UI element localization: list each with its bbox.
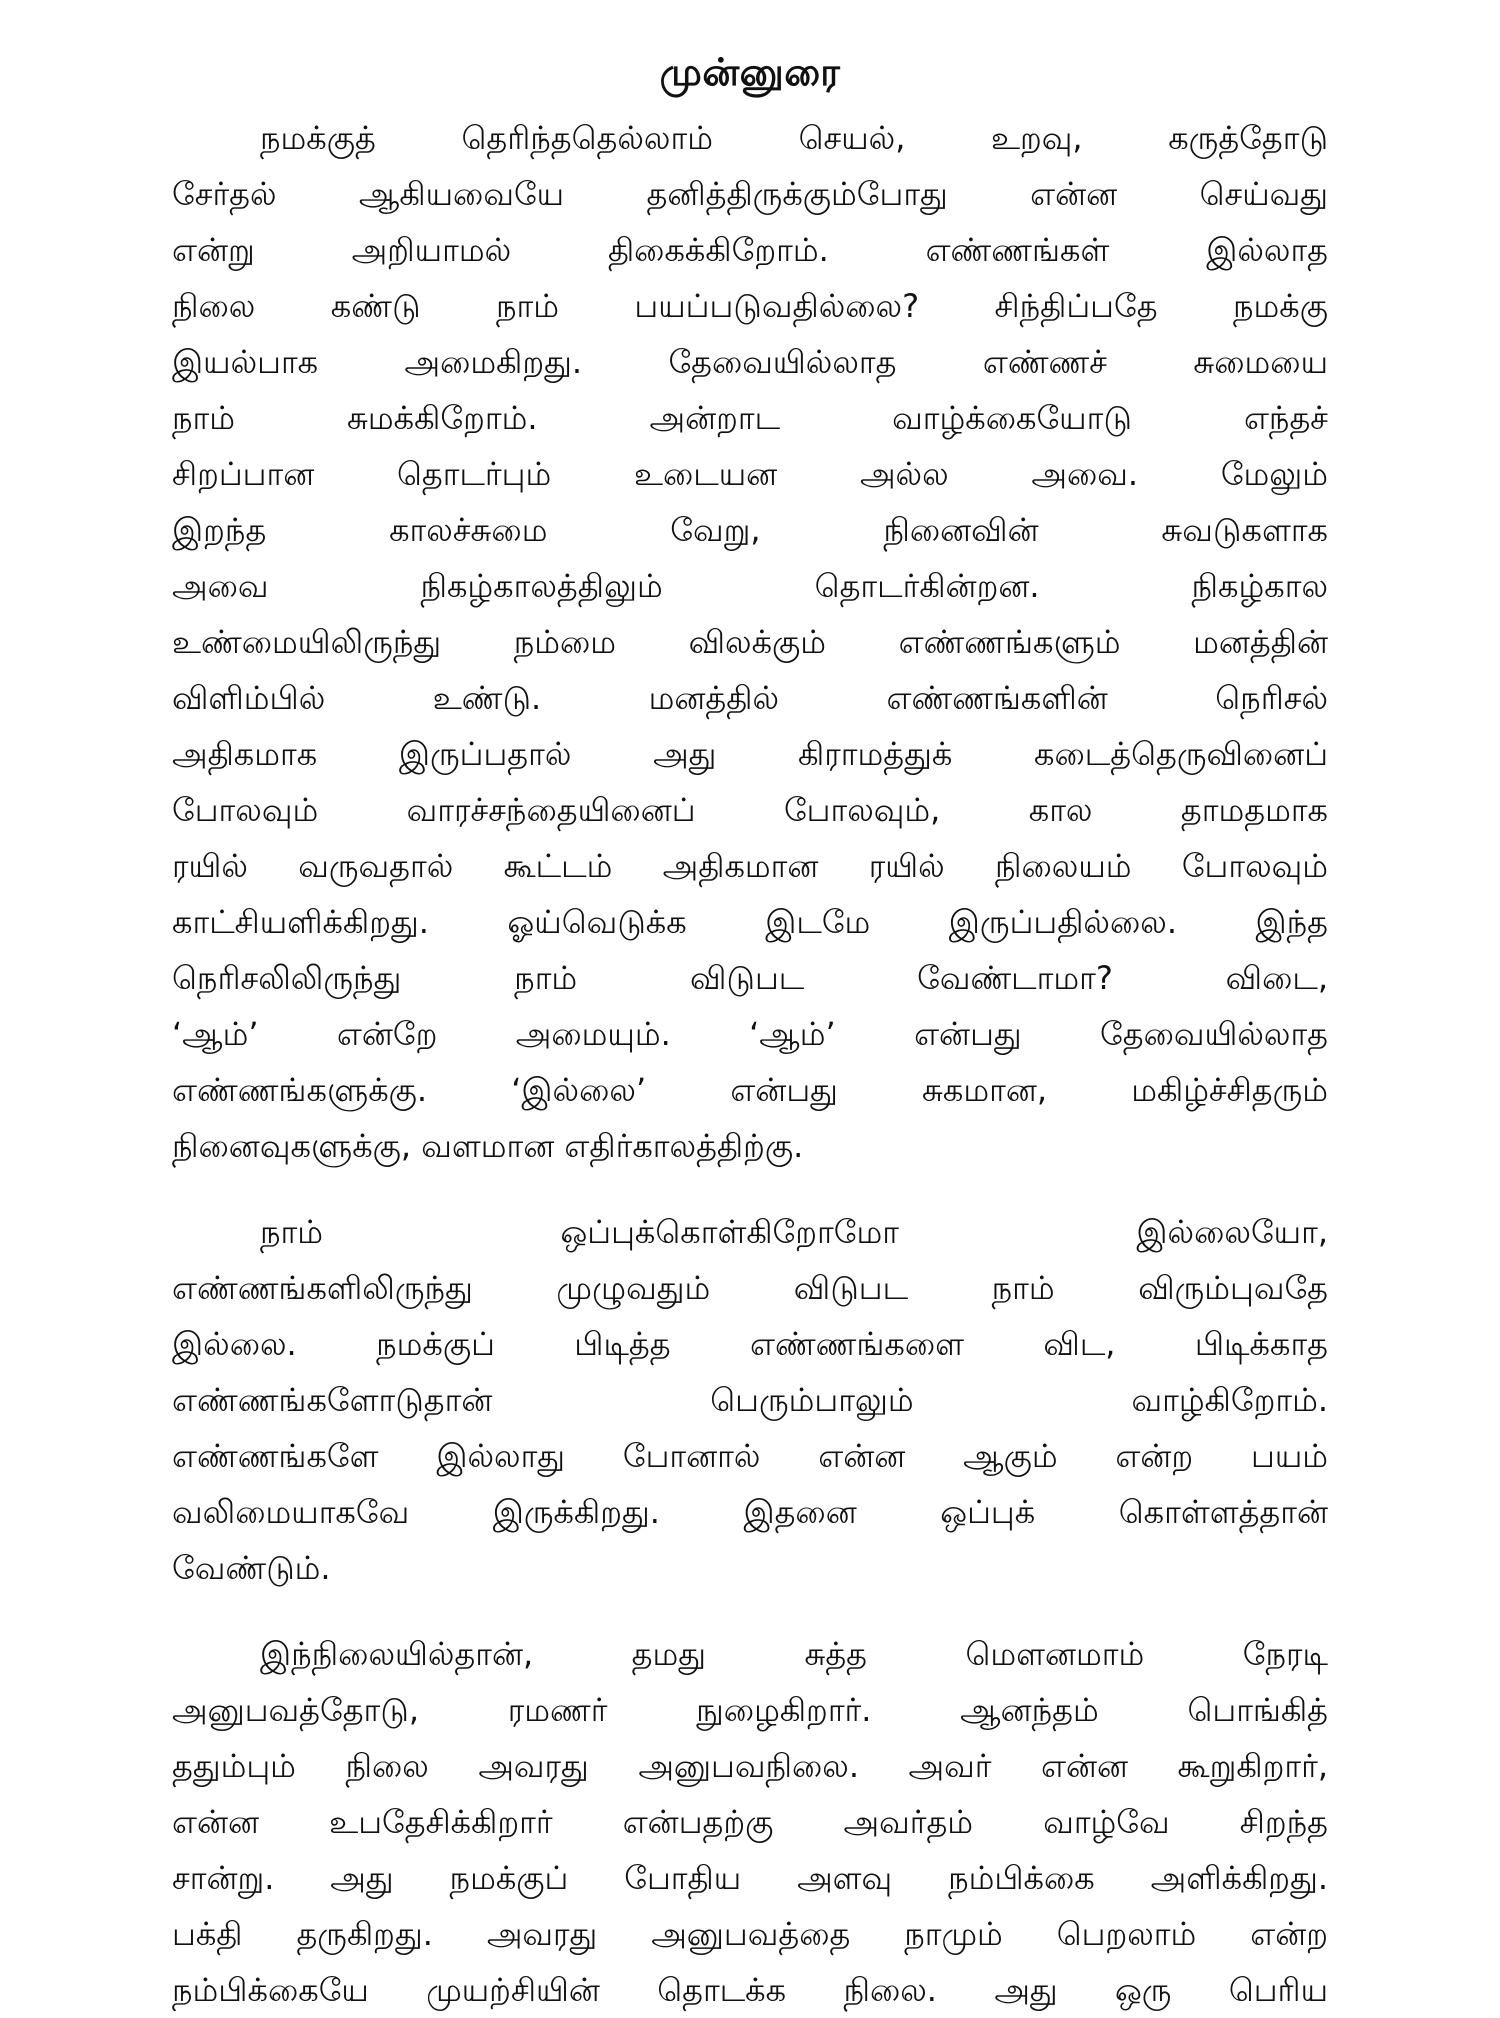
text-line: என்று அறியாமல் திகைக்கிறோம். எண்ணங்கள் இல்லாத xyxy=(172,231,1328,269)
text-line: எண்ணங்களோடுதான் பெரும்பாலும் வாழ்கிறோம். xyxy=(172,1381,1328,1419)
paragraph-2 xyxy=(172,1204,1328,1596)
text-line: அனுபவத்தோடு, ரமணர் நுழைகிறார். ஆனந்தம் பொங்கித் xyxy=(172,1691,1328,1729)
text-line: போலவும் வாரச்சந்தையினைப் போலவும், கால தாமதமாக xyxy=(172,791,1328,829)
text-line: நமக்குத் தெரிந்ததெல்லாம் செயல், உறவு, கருத்தோடு xyxy=(260,119,1328,157)
text-line: நிலை கண்டு நாம் பயப்படுவதில்லை? சிந்திப்பதே நமக்கு xyxy=(172,287,1328,325)
text-line: என்ன உபதேசிக்கிறார் என்பதற்கு அவர்தம் வாழ்வே சிறந்த xyxy=(172,1803,1328,1841)
text-line: நினைவுகளுக்கு, வளமான எதிர்காலத்திற்கு. xyxy=(172,1127,804,1165)
paragraph-gap xyxy=(172,1596,1328,1626)
text-line: எண்ணங்களுக்கு. ‘இல்லை’ என்பது சுகமான, மகிழ்ச்சிதரும் xyxy=(172,1071,1328,1109)
text-line: இயல்பாக அமைகிறது. தேவையில்லாத எண்ணச் சுமையை xyxy=(172,343,1328,381)
paragraph-gap xyxy=(172,1174,1328,1204)
text-line: சிறப்பான தொடர்பும் உடையன அல்ல அவை. மேலும் xyxy=(172,455,1328,493)
text-line: வேண்டும். xyxy=(172,1549,331,1587)
text-line: எண்ணங்களிலிருந்து முழுவதும் விடுபட நாம் விரும்புவதே xyxy=(172,1269,1328,1307)
text-line: அவை நிகழ்காலத்திலும் தொடர்கின்றன. நிகழ்கால xyxy=(172,567,1328,605)
page-title: முன்னுரை xyxy=(659,50,841,94)
text-line: நாம் ஒப்புக்கொள்கிறோமோ இல்லையோ, xyxy=(260,1213,1328,1251)
text-line: எண்ணங்களே இல்லாது போனால் என்ன ஆகும் என்ற பயம் xyxy=(172,1437,1328,1475)
text-line: ‘ஆம்’ என்றே அமையும். ‘ஆம்’ என்பது தேவையில்லாத xyxy=(172,1015,1328,1053)
text-line: இறந்த காலச்சுமை வேறு, நினைவின் சுவடுகளாக xyxy=(172,511,1328,549)
text-line: ரயில் வருவதால் கூட்டம் அதிகமான ரயில் நிலையம் போலவும் xyxy=(172,847,1328,885)
text-line: சான்று. அது நமக்குப் போதிய அளவு நம்பிக்கை அளிக்கிறது. xyxy=(172,1859,1328,1897)
text-line: பக்தி தருகிறது. அவரது அனுபவத்தை நாமும் பெறலாம் என்ற xyxy=(172,1915,1328,1953)
text-line: இந்நிலையில்தான், தமது சுத்த மௌனமாம் நேரடி xyxy=(260,1635,1328,1673)
text-line: ததும்பும் நிலை அவரது அனுபவநிலை. அவர் என்ன கூறுகிறார், xyxy=(172,1747,1328,1785)
text-line: நெரிசலிலிருந்து நாம் விடுபட வேண்டாமா? விடை, xyxy=(172,959,1328,997)
text-line: அதிகமாக இருப்பதால் அது கிராமத்துக் கடைத்தெருவினைப் xyxy=(172,735,1328,773)
text-line: விளிம்பில் உண்டு. மனத்தில் எண்ணங்களின் நெரிசல் xyxy=(172,679,1328,717)
text-line: காட்சியளிக்கிறது. ஓய்வெடுக்க இடமே இருப்பதில்லை. இந்த xyxy=(172,903,1328,941)
text-line: நாம் சுமக்கிறோம். அன்றாட வாழ்க்கையோடு எந்தச் xyxy=(172,399,1328,437)
text-line: நம்பிக்கையே முயற்சியின் தொடக்க நிலை. அது ஒரு பெரிய xyxy=(172,1971,1328,2009)
text-line: சேர்தல் ஆகியவையே தனித்திருக்கும்போது என்ன செய்வது xyxy=(172,175,1328,213)
paragraph-3 xyxy=(172,1626,1328,2018)
text-line: உண்மையிலிருந்து நம்மை விலக்கும் எண்ணங்களும் மனத்தின் xyxy=(172,623,1328,661)
text-line: வலிமையாகவே இருக்கிறது. இதனை ஒப்புக் கொள்ளத்தான் xyxy=(172,1493,1328,1531)
text-line: இல்லை. நமக்குப் பிடித்த எண்ணங்களை விட, பிடிக்காத xyxy=(172,1325,1328,1363)
paragraph-1 xyxy=(172,110,1328,1174)
